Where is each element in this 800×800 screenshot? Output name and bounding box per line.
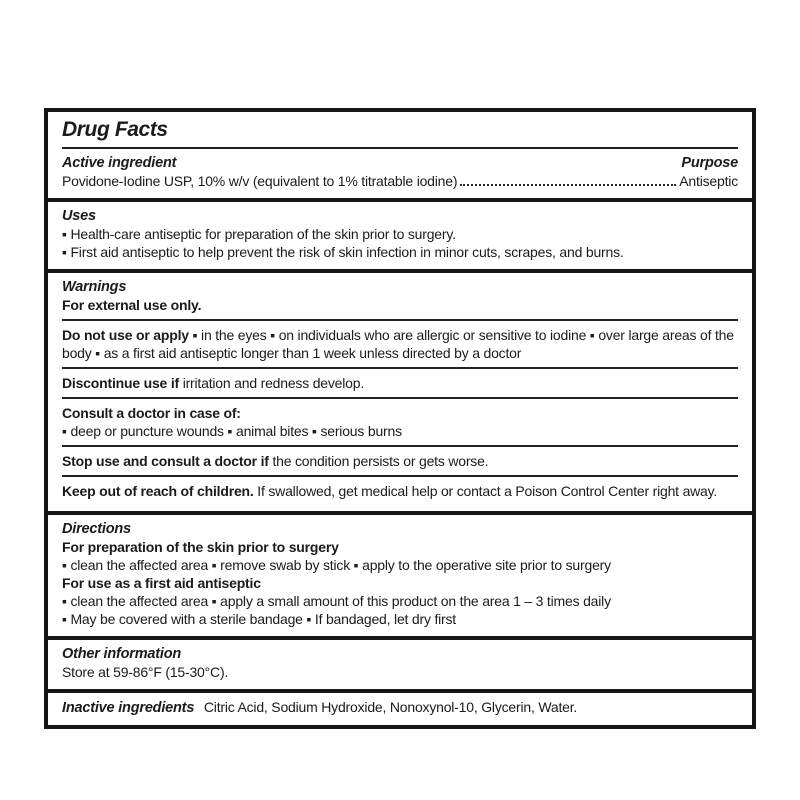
purpose-heading: Purpose (681, 155, 738, 171)
keep-out-lead: Keep out of reach of children. (62, 483, 254, 499)
section-uses (48, 202, 752, 269)
first-aid-steps: ▪ clean the affected area ▪ apply a small amount of this product on the area 1 – 3 times daily (62, 593, 611, 609)
subsection-divider (62, 445, 738, 447)
section-directions (48, 515, 752, 636)
section-active-ingredient (48, 149, 752, 198)
do-not-use-block (62, 326, 738, 362)
dotted-leader (460, 184, 676, 186)
discontinue-block (62, 374, 738, 392)
keep-out-block (62, 482, 738, 500)
stop-use-text: the condition persists or gets worse. (272, 453, 489, 469)
uses-item: ▪ Health-care antiseptic for preparation of the skin prior to surgery. (62, 226, 456, 242)
inactive-ingredients-heading: Inactive ingredients (62, 700, 195, 716)
inactive-ingredients-list: Citric Acid, Sodium Hydroxide, Nonoxynol-10, Glycerin, Water. (203, 699, 578, 715)
discontinue-text: irritation and redness develop. (182, 375, 365, 391)
purpose-value: Antiseptic (679, 173, 738, 189)
first-aid-steps: ▪ May be covered with a sterile bandage ▪ If bandaged, let dry first (62, 611, 456, 627)
uses-item: ▪ First aid antiseptic to help prevent the risk of skin infection in minor cuts, scrapes, and burns. (62, 244, 624, 260)
stop-use-lead: Stop use and consult a doctor if (62, 453, 269, 469)
section-inactive-ingredients (48, 693, 752, 725)
stop-use-block (62, 452, 738, 470)
panel-title: Drug Facts (62, 118, 168, 141)
subsection-divider (62, 367, 738, 369)
directions-heading: Directions (62, 521, 131, 537)
other-information-heading: Other information (62, 646, 182, 662)
do-not-use-lead: Do not use or apply (62, 327, 189, 343)
first-aid-subheading: For use as a first aid antiseptic (62, 575, 261, 591)
section-warnings (48, 273, 752, 511)
drug-facts-panel (44, 108, 756, 729)
surgery-subheading: For preparation of the skin prior to surgery (62, 539, 339, 555)
active-ingredient-name: Povidone-Iodine USP, 10% w/v (equivalent to 1% titratable iodine) (62, 173, 458, 189)
uses-heading: Uses (62, 208, 96, 224)
external-use-line: For external use only. (62, 297, 202, 313)
subsection-divider (62, 397, 738, 399)
subsection-divider (62, 319, 738, 321)
keep-out-text: If swallowed, get medical help or contact a Poison Control Center right away. (257, 483, 718, 499)
surgery-steps: ▪ clean the affected area ▪ remove swab by stick ▪ apply to the operative site prior to surgery (62, 557, 611, 573)
consult-block (62, 404, 738, 440)
do-not-use-text: ▪ in the eyes ▪ on individuals who are allergic or sensitive to iodine ▪ over large areas of the body ▪ as a first aid antiseptic longer than 1 week unless directed by a doctor (62, 327, 734, 361)
active-ingredient-heading: Active ingredient (62, 155, 177, 171)
consult-items: ▪ deep or puncture wounds ▪ animal bites ▪ serious burns (62, 423, 402, 439)
consult-heading: Consult a doctor in case of: (62, 405, 241, 421)
storage-line: Store at 59-86°F (15-30°C). (62, 664, 229, 680)
subsection-divider (62, 475, 738, 477)
warnings-heading: Warnings (62, 279, 127, 295)
discontinue-lead: Discontinue use if (62, 375, 179, 391)
section-other-information (48, 640, 752, 689)
